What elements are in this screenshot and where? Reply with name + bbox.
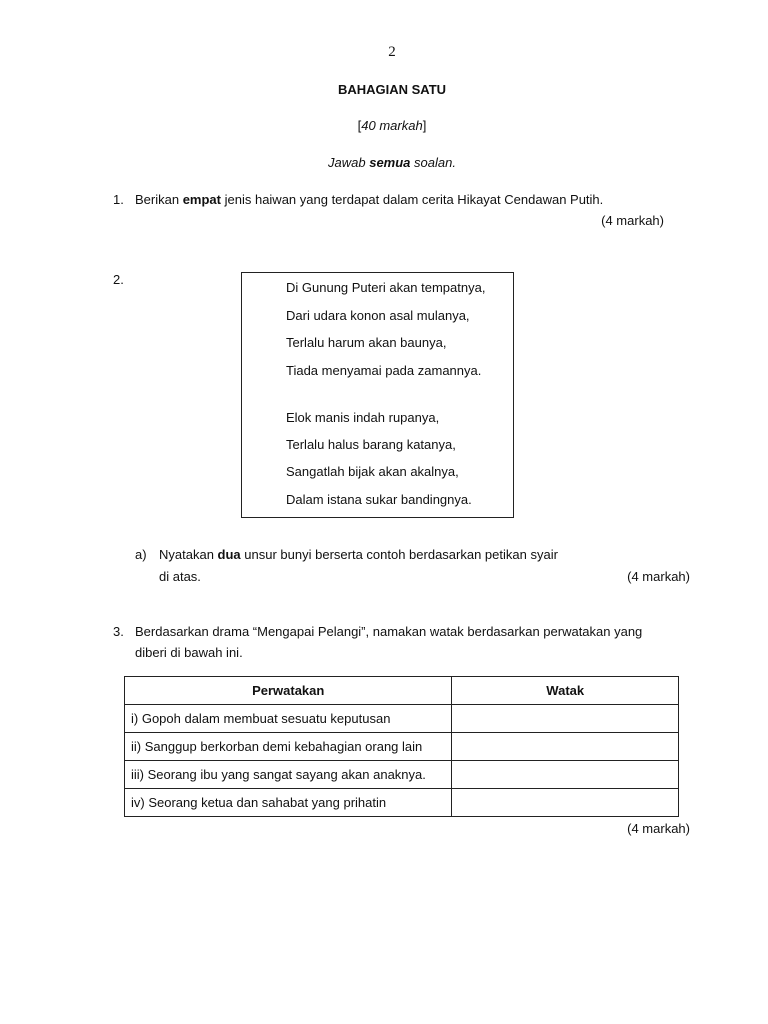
question-2a-text	[159, 547, 558, 562]
poem-line: Sangatlah bijak akan akalnya,	[286, 464, 459, 479]
poem-line: Elok manis indah rupanya,	[286, 410, 440, 425]
table-header-watak: Watak	[452, 677, 679, 705]
table-cell-perwatakan: i) Gopoh dalam membuat sesuatu keputusan	[125, 705, 452, 733]
question-3-line2: diberi di bawah ini.	[135, 645, 243, 660]
section-title: BAHAGIAN SATU	[337, 82, 447, 97]
table-header-perwatakan: Perwatakan	[125, 677, 452, 705]
table-row	[125, 789, 679, 817]
question-1-bold: empat	[182, 192, 221, 207]
instruction-post: soalan.	[410, 155, 456, 170]
poem-line: Tiada menyamai pada zamannya.	[286, 363, 482, 378]
page-number: 2	[388, 44, 396, 60]
poem-line: Terlalu harum akan baunya,	[286, 335, 447, 350]
table-cell-watak[interactable]	[452, 789, 679, 817]
table-row	[125, 705, 679, 733]
question-3-line1: Berdasarkan drama “Mengapai Pelangi”, namakan watak berdasarkan perwatakan yang	[135, 624, 643, 639]
section-marks-close: ]	[422, 118, 427, 133]
instruction-pre: Jawab	[328, 155, 370, 170]
question-2a-pre: Nyatakan	[159, 547, 218, 562]
question-2a-bold: dua	[217, 547, 241, 562]
question-3-marks: (4 markah)	[627, 821, 690, 836]
question-1-post: jenis haiwan yang terdapat dalam cerita Hikayat Cendawan Putih.	[221, 192, 604, 207]
question-1-number: 1.	[113, 192, 124, 207]
section-marks-open: [	[357, 118, 362, 133]
table-cell-watak[interactable]	[452, 761, 679, 789]
table-cell-perwatakan: ii) Sanggup berkorban demi kebahagian orang lain	[125, 733, 452, 761]
character-table	[124, 676, 679, 817]
poem-line: Dalam istana sukar bandingnya.	[286, 492, 472, 507]
question-2-number: 2.	[113, 272, 124, 287]
section-marks-value: 40 markah	[361, 118, 423, 133]
table-row	[125, 733, 679, 761]
question-1-pre: Berikan	[135, 192, 183, 207]
poem-line: Di Gunung Puteri akan tempatnya,	[286, 280, 486, 295]
section-marks	[0, 118, 768, 133]
table-header-row	[125, 677, 679, 705]
question-3-number: 3.	[113, 624, 124, 639]
instruction-bold: semua	[369, 155, 411, 170]
poem-box	[241, 272, 514, 518]
instruction	[0, 155, 768, 170]
poem-line: Terlalu halus barang katanya,	[286, 437, 456, 452]
table-cell-watak[interactable]	[452, 705, 679, 733]
question-2a-post: unsur bunyi berserta contoh berdasarkan petikan syair	[240, 547, 558, 562]
question-1-marks: (4 markah)	[601, 213, 664, 228]
poem-line: Dari udara konon asal mulanya,	[286, 308, 470, 323]
question-2a-line2: di atas.	[159, 569, 201, 584]
table-cell-perwatakan: iii) Seorang ibu yang sangat sayang akan anaknya.	[125, 761, 452, 789]
question-2a-label: a)	[135, 547, 147, 562]
table-row	[125, 761, 679, 789]
question-1-text	[135, 192, 603, 207]
table-cell-watak[interactable]	[452, 733, 679, 761]
question-2a-marks: (4 markah)	[627, 569, 690, 584]
table-cell-perwatakan: iv) Seorang ketua dan sahabat yang prihatin	[125, 789, 452, 817]
